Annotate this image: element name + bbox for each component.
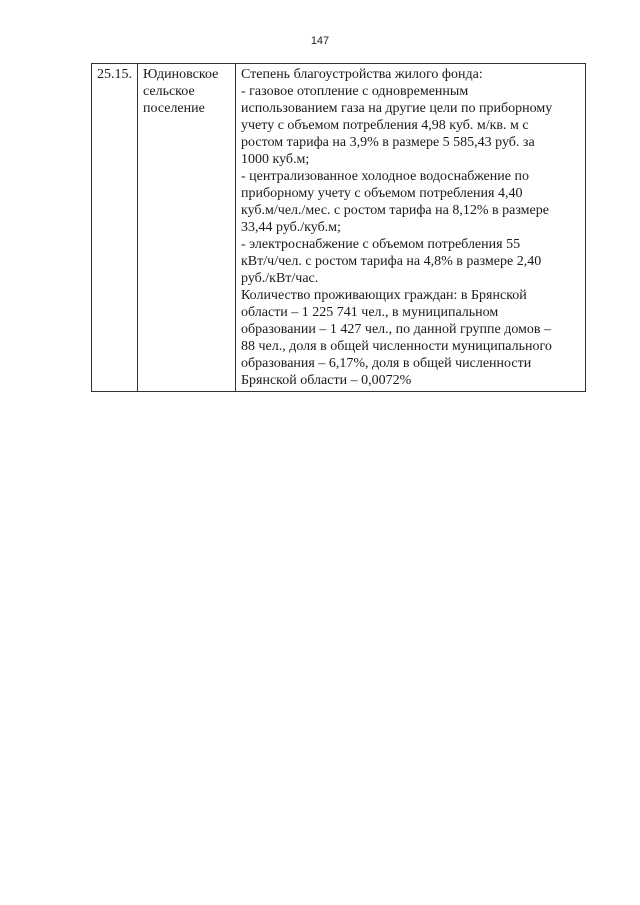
row-number-cell xyxy=(92,64,138,392)
description-line: руб./кВт/час. xyxy=(241,271,319,286)
description-line: - централизованное холодное водоснабжение по xyxy=(241,169,529,184)
description-line: приборному учету с объемом потребления 4,40 xyxy=(241,186,523,201)
description-line: кВт/ч/чел. с ростом тарифа на 4,8% в размере 2,40 xyxy=(241,254,542,269)
description-line: области – 1 225 741 чел., в муниципальном xyxy=(241,305,499,320)
description-line: 1000 куб.м; xyxy=(241,152,310,167)
description-line: - электроснабжение с объемом потребления 55 xyxy=(241,237,521,252)
row-number: 25.15. xyxy=(97,67,132,82)
description-cell xyxy=(236,64,586,392)
description-line: Количество проживающих граждан: в Брянской xyxy=(241,288,527,303)
description-line: 88 чел., доля в общей численности муниципального xyxy=(241,339,552,354)
description-line: - газовое отопление с одновременным xyxy=(241,84,469,99)
table-row xyxy=(92,64,586,392)
settlement-cell xyxy=(138,64,236,392)
settlement-name-line: поселение xyxy=(143,101,205,116)
settlement-name-line: сельское xyxy=(143,84,195,99)
description-line: образования – 6,17%, доля в общей численности xyxy=(241,356,532,371)
description-line: Степень благоустройства жилого фонда: xyxy=(241,67,483,82)
description-line: ростом тарифа на 3,9% в размере 5 585,43 руб. за xyxy=(241,135,535,150)
data-table xyxy=(91,63,586,392)
description-line: использованием газа на другие цели по приборному xyxy=(241,101,553,116)
description-line: куб.м/чел./мес. с ростом тарифа на 8,12% в размере xyxy=(241,203,549,218)
settlement-name-line: Юдиновское xyxy=(143,67,219,82)
page-number: 147 xyxy=(310,35,330,47)
description-line: Брянской области – 0,0072% xyxy=(241,373,412,388)
description-line: образовании – 1 427 чел., по данной группе домов – xyxy=(241,322,552,337)
description-line: 33,44 руб./куб.м; xyxy=(241,220,341,235)
description-line: учету с объемом потребления 4,98 куб. м/кв. м с xyxy=(241,118,529,133)
